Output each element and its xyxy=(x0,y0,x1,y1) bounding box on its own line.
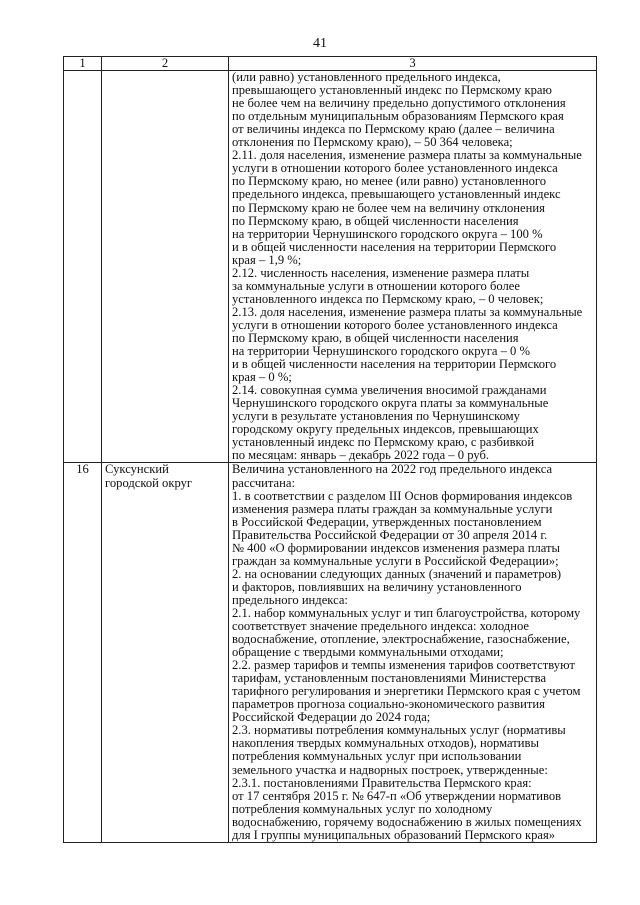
text-line: Российской Федерации до 2024 года; xyxy=(232,710,431,725)
text-line: Чернушинского городского округа платы за коммунальные xyxy=(232,396,549,411)
text-line: на территории Чернушинского городского округа – 0 % xyxy=(232,344,530,359)
table-row xyxy=(64,71,597,463)
text-line: края – 0 %; xyxy=(232,370,292,385)
text-line: 2.1. набор коммунальных услуг и тип благоустройства, которому xyxy=(232,605,581,620)
text-line: потребления коммунальных услуг по холодному xyxy=(232,801,493,816)
text-line: 2.14. совокупная сумма увеличения вносимой гражданами xyxy=(232,383,547,398)
text-line: рассчитана: xyxy=(232,475,295,490)
text-line: 2.3. нормативы потребления коммунальных услуг (нормативы xyxy=(232,723,566,738)
text-line: обращение с твердыми коммунальными отходами; xyxy=(232,645,504,660)
document-table xyxy=(63,56,597,843)
row-text xyxy=(229,463,597,842)
text-line: 2.13. доля населения, изменение размера платы за коммунальные xyxy=(232,304,583,319)
text-line: 2.11. доля населения, изменение размера платы за коммунальные xyxy=(232,148,582,163)
text-line: тарифам, установленным постановлениями Министерства xyxy=(232,671,547,686)
text-line: предельного индекса, превышающего установленный индекс xyxy=(232,187,561,202)
text-line: изменения размера платы граждан за коммунальные услуги xyxy=(232,501,553,516)
header-col-3: 3 xyxy=(229,57,597,71)
text-line: услуги в отношении которого более установленного индекса xyxy=(232,161,558,176)
text-line: по месяцам: январь – декабрь 2022 года – 0 руб. xyxy=(232,448,490,463)
municipality-name xyxy=(102,71,229,463)
text-line: отклонения по Пермскому краю), – 50 364 человека; xyxy=(232,135,513,150)
text-line: и факторов, повлиявших на величину установленного xyxy=(232,579,522,594)
table-row xyxy=(64,463,597,842)
row-number: 16 xyxy=(64,463,102,842)
table-header-row xyxy=(64,57,597,71)
text-line: водоснабжение, отопление, электроснабжение, газоснабжение, xyxy=(232,632,570,647)
text-line: предельного индекса: xyxy=(232,592,348,607)
text-line: (или равно) установленного предельного индекса, xyxy=(232,70,501,85)
text-line: граждан за коммунальные услуги в Российской Федерации»; xyxy=(232,553,559,568)
page-number: 41 xyxy=(313,36,327,51)
text-line: 2.3.1. постановлениями Правительства Пермского края: xyxy=(232,775,532,790)
municipality-name: Суксунский городской округ xyxy=(102,463,229,842)
text-line: услуги в отношении которого более установленного индекса xyxy=(232,317,558,332)
header-col-1: 1 xyxy=(64,57,102,71)
text-line: 2. на основании следующих данных (значений и параметров) xyxy=(232,566,562,581)
text-line: № 400 «О формировании индексов изменения размера платы xyxy=(232,540,560,555)
text-line: по Пермскому краю, в общей численности населения xyxy=(232,213,519,228)
text-line: 1. в соответствии с разделом III Основ формирования индексов xyxy=(232,488,573,503)
text-line: за коммунальные услуги в отношении которого более xyxy=(232,278,520,293)
text-line: на территории Чернушинского городского округа – 100 % xyxy=(232,226,543,241)
text-line: и в общей численности населения на территории Пермского xyxy=(232,357,557,372)
text-line: 2.12. численность населения, изменение размера платы xyxy=(232,265,530,280)
text-line: 2.2. размер тарифов и темпы изменения тарифов соответствуют xyxy=(232,658,575,673)
text-line: городскому округу предельных индексов, превышающих xyxy=(232,422,539,437)
text-line: Величина установленного на 2022 год предельного индекса xyxy=(232,462,553,477)
text-line: потребления коммунальных услуг при использовании xyxy=(232,749,522,764)
text-line: водоснабжению, горячему водоснабжению в жилых помещениях xyxy=(232,814,582,829)
text-line: тарифного регулирования и энергетики Пермского края с учетом xyxy=(232,684,581,699)
text-line: параметров прогноза социально-экономического развития xyxy=(232,697,545,712)
text-line: по отдельным муниципальным образованиям Пермского края xyxy=(232,109,564,124)
text-line: земельного участка и надворных построек, утвержденные: xyxy=(232,762,548,777)
text-line: Правительства Российской Федерации от 30 апреля 2014 г. xyxy=(232,527,548,542)
text-line: установленный индекс по Пермскому краю, с разбивкой xyxy=(232,435,535,450)
text-line: в Российской Федерации, утвержденных постановлением xyxy=(232,514,542,529)
text-line: накопления твердых коммунальных отходов), нормативы xyxy=(232,736,539,751)
text-line: от 17 сентября 2015 г. № 647-п «Об утверждении нормативов xyxy=(232,788,562,803)
text-line: для I группы муниципальных образований Пермского края» xyxy=(232,827,556,842)
text-line: и в общей численности населения на территории Пермского xyxy=(232,239,557,254)
text-line: превышающего установленный индекс по Пермскому краю xyxy=(232,83,552,98)
text-line: по Пермскому краю, в общей численности населения xyxy=(232,330,519,345)
text-line: соответствует значение предельного индекса: холодное xyxy=(232,619,529,634)
text-line: по Пермскому краю не более чем на величину отклонения xyxy=(232,200,545,215)
text-line: не более чем на величину предельно допустимого отклонения xyxy=(232,96,566,111)
row-text xyxy=(229,71,597,463)
header-col-2: 2 xyxy=(102,57,229,71)
text-line: услуги в результате установления по Чернушинскому xyxy=(232,409,520,424)
text-line: установленного индекса по Пермскому краю, – 0 человек; xyxy=(232,291,544,306)
text-line: по Пермскому краю, но менее (или равно) установленного xyxy=(232,174,547,189)
text-line: от величины индекса по Пермскому краю (далее – величина xyxy=(232,122,555,137)
text-line: края – 1,9 %; xyxy=(232,252,302,267)
row-number xyxy=(64,71,102,463)
